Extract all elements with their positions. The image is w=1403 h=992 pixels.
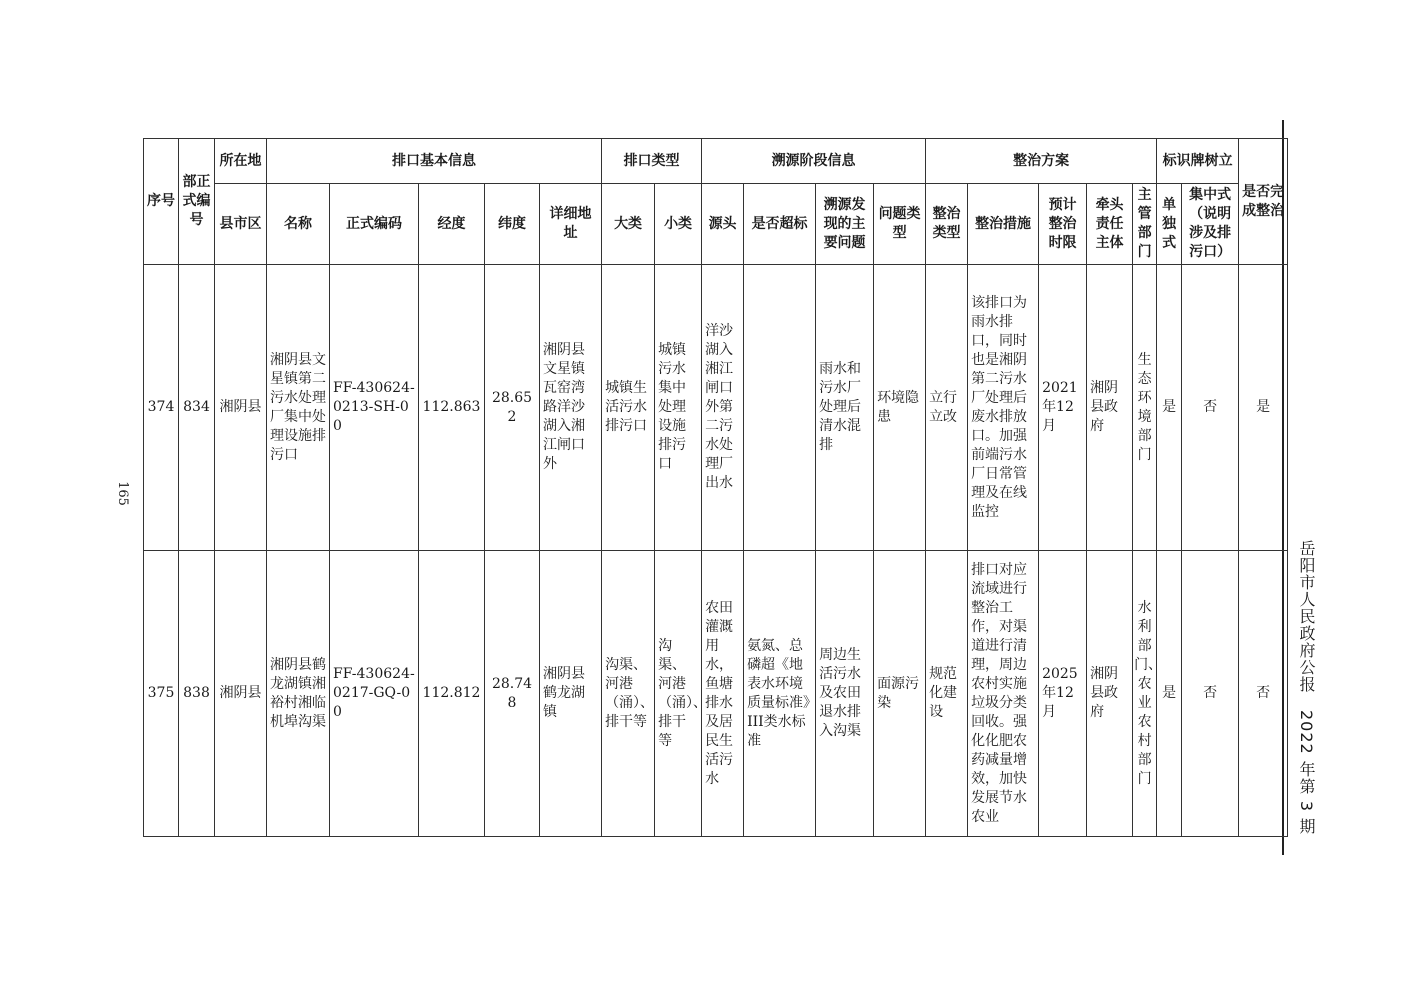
cell-seq: 375 <box>144 551 179 837</box>
cell-completed: 是 <box>1239 265 1288 551</box>
header-lead: 牵头责任主体 <box>1087 184 1133 265</box>
cell-name: 湘阴县文星镇第二污水处理厂集中处理设施排污口 <box>267 265 330 551</box>
cell-lng: 112.812 <box>419 551 485 837</box>
cell-fix-type: 规范化建设 <box>926 551 968 837</box>
header-completed: 是否完成整治 <box>1239 139 1288 265</box>
cell-seq: 374 <box>144 265 179 551</box>
cell-source: 洋沙湖入湘江闸口外第二污水处理厂出水 <box>702 265 744 551</box>
cell-dept: 水利部门、农业农村部门 <box>1133 551 1157 837</box>
cell-completed: 否 <box>1239 551 1288 837</box>
cell-code: FF-430624-0213-SH-00 <box>330 265 419 551</box>
cell-county: 湘阴县 <box>215 551 267 837</box>
header-plan: 整治方案 <box>926 139 1157 184</box>
header-sign: 标识牌树立 <box>1157 139 1239 184</box>
cell-minor: 城镇污水集中处理设施排污口 <box>655 265 702 551</box>
header-exceed: 是否超标 <box>744 184 816 265</box>
header-fix-type: 整治类型 <box>926 184 968 265</box>
outlet-table <box>143 138 1288 837</box>
cell-lead: 湘阴县政府 <box>1087 551 1133 837</box>
header-lng: 经度 <box>419 184 485 265</box>
cell-minor: 沟渠、河港（涌）、排干等 <box>655 551 702 837</box>
header-address: 详细地址 <box>540 184 602 265</box>
cell-problems: 周边生活污水及农田退水排入沟渠 <box>816 551 874 837</box>
table-row <box>144 265 1288 551</box>
header-minor: 小类 <box>655 184 702 265</box>
header-deadline: 预计整治时限 <box>1039 184 1087 265</box>
cell-single: 是 <box>1157 551 1182 837</box>
cell-exceed: 氨氮、总磷超《地表水环境质量标准》III类水标准 <box>744 551 816 837</box>
header-county: 县市区 <box>215 184 267 265</box>
header-basic-info: 排口基本信息 <box>267 139 602 184</box>
cell-major: 沟渠、河港（涌）、排干等 <box>602 551 655 837</box>
header-dept: 主管部门 <box>1133 184 1157 265</box>
header-location: 所在地 <box>215 139 267 184</box>
cell-measures: 该排口为雨水排口，同时也是湘阴第二污水厂处理后废水排放口。加强前端污水厂日常管理及在线监控 <box>968 265 1039 551</box>
cell-lead: 湘阴县政府 <box>1087 265 1133 551</box>
cell-dept-code: 834 <box>179 265 215 551</box>
header-lat: 纬度 <box>485 184 540 265</box>
header-measures: 整治措施 <box>968 184 1039 265</box>
header-trace-info: 溯源阶段信息 <box>702 139 926 184</box>
cell-dept-code: 838 <box>179 551 215 837</box>
cell-central: 否 <box>1182 551 1239 837</box>
cell-name: 湘阴县鹤龙湖镇湘裕村湘临机埠沟渠 <box>267 551 330 837</box>
header-name: 名称 <box>267 184 330 265</box>
cell-issue-type: 环境隐患 <box>874 265 926 551</box>
cell-central: 否 <box>1182 265 1239 551</box>
header-code: 正式编码 <box>330 184 419 265</box>
cell-lat: 28.748 <box>485 551 540 837</box>
cell-lat: 28.652 <box>485 265 540 551</box>
cell-code: FF-430624-0217-GQ-00 <box>330 551 419 837</box>
header-source: 源头 <box>702 184 744 265</box>
cell-major: 城镇生活污水排污口 <box>602 265 655 551</box>
cell-deadline: 2021年12月 <box>1039 265 1087 551</box>
cell-measures: 排口对应流域进行整治工作，对渠道进行清理，周边农村实施垃圾分类回收。强化化肥农药减量增效，加快发展节水农业 <box>968 551 1039 837</box>
cell-issue-type: 面源污染 <box>874 551 926 837</box>
cell-deadline: 2025年12月 <box>1039 551 1087 837</box>
cell-problems: 雨水和污水厂处理后清水混排 <box>816 265 874 551</box>
header-single: 单独式 <box>1157 184 1182 265</box>
header-seq: 序号 <box>144 139 179 265</box>
cell-source: 农田灌溉用水，鱼塘排水及居民生活污水 <box>702 551 744 837</box>
page-number: 165 <box>114 481 130 506</box>
cell-lng: 112.863 <box>419 265 485 551</box>
header-outlet-type: 排口类型 <box>602 139 702 184</box>
cell-single: 是 <box>1157 265 1182 551</box>
cell-exceed <box>744 265 816 551</box>
header-dept-code: 部正式编号 <box>179 139 215 265</box>
cell-address: 湘阴县文星镇瓦窑湾路洋沙湖入湘江闸口外 <box>540 265 602 551</box>
cell-county: 湘阴县 <box>215 265 267 551</box>
cell-fix-type: 立行立改 <box>926 265 968 551</box>
side-header: 岳阳市人民政府公报 2022 年第 3 期 <box>1297 540 1316 836</box>
table-row <box>144 551 1288 837</box>
header-central: 集中式（说明涉及排污口） <box>1182 184 1239 265</box>
cell-address: 湘阴县鹤龙湖镇 <box>540 551 602 837</box>
header-major: 大类 <box>602 184 655 265</box>
header-issue-type: 问题类型 <box>874 184 926 265</box>
header-problems: 溯源发现的主要问题 <box>816 184 874 265</box>
cell-dept: 生态环境部门 <box>1133 265 1157 551</box>
